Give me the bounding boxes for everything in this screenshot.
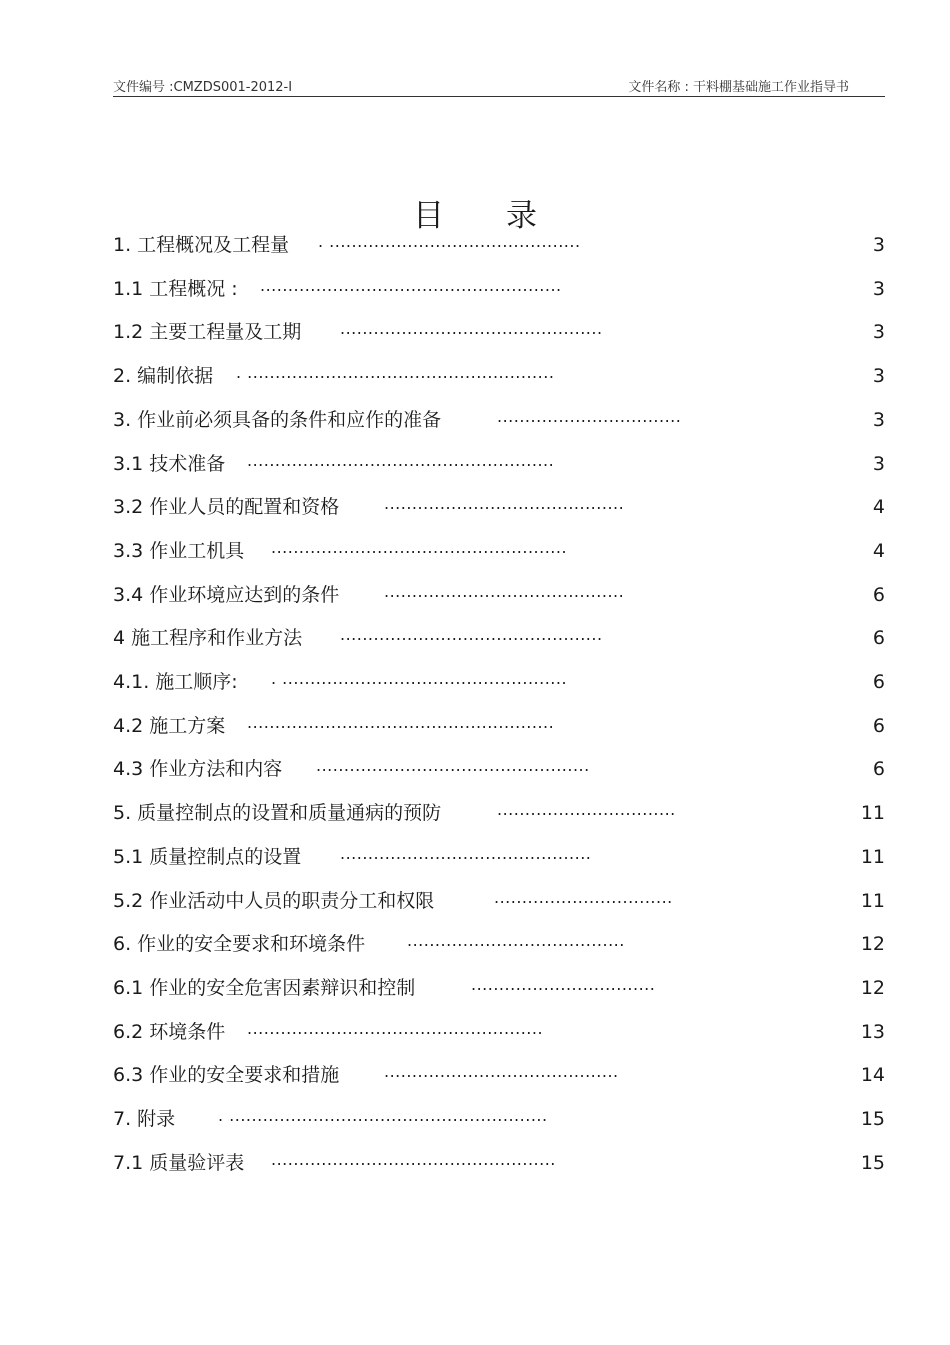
toc-entry-page-number: 3 <box>872 278 885 300</box>
toc-entry-label: 6.2 环境条件 <box>113 1021 226 1043</box>
document-number: 文件编号 :CMZDS001-2012-I <box>113 80 293 95</box>
toc-entry[interactable] <box>113 449 885 479</box>
toc-entry-label: 3.4 作业环境应达到的条件 <box>113 584 340 606</box>
toc-entry-dot-leader: ................................ <box>494 888 673 907</box>
toc-entry-label: 4.1. 施工顺序: <box>113 671 238 693</box>
toc-entry-dot-leader: ........................................... <box>384 582 625 601</box>
toc-entry-dot-leader: . ................................................... <box>271 669 568 688</box>
toc-entry-label: 4 施工程序和作业方法 <box>113 627 303 649</box>
toc-entry-page-number: 3 <box>872 234 885 256</box>
toc-entry-label: 5.2 作业活动中人员的职责分工和权限 <box>113 890 435 912</box>
toc-entry-label: 6. 作业的安全要求和环境条件 <box>113 933 366 955</box>
toc-entry-page-number: 6 <box>872 584 885 606</box>
toc-entry-label: 4.2 施工方案 <box>113 715 226 737</box>
toc-entry[interactable] <box>113 973 885 1003</box>
toc-entry-label: 6.1 作业的安全危害因素辩识和控制 <box>113 977 416 999</box>
toc-entry-label: 1. 工程概况及工程量 <box>113 234 290 256</box>
toc-entry-page-number: 14 <box>860 1064 885 1086</box>
toc-entry[interactable] <box>113 1060 885 1090</box>
toc-entry[interactable] <box>113 317 885 347</box>
toc-entry-page-number: 3 <box>872 321 885 343</box>
toc-entry-label: 5. 质量控制点的设置和质量通病的预防 <box>113 802 442 824</box>
toc-entry-dot-leader: ........................................... <box>384 494 625 513</box>
toc-entry-page-number: 4 <box>872 496 885 518</box>
toc-entry-page-number: 11 <box>860 890 885 912</box>
toc-entry[interactable] <box>113 536 885 566</box>
toc-entry-label: 3.3 作业工机具 <box>113 540 245 562</box>
toc-entry-dot-leader: ............................................... <box>340 319 603 338</box>
toc-entry[interactable] <box>113 798 885 828</box>
toc-entry[interactable] <box>113 405 885 435</box>
toc-entry-page-number: 12 <box>860 933 885 955</box>
toc-entry-page-number: 4 <box>872 540 885 562</box>
toc-entry-page-number: 6 <box>872 758 885 780</box>
toc-entry-label: 2. 编制依据 <box>113 365 214 387</box>
toc-entry-label: 7.1 质量验评表 <box>113 1152 245 1174</box>
toc-entry-page-number: 6 <box>872 671 885 693</box>
toc-entry-dot-leader: . ....................................................... <box>236 363 555 382</box>
toc-entry-label: 3.2 作业人员的配置和资格 <box>113 496 340 518</box>
toc-entry-label: 7. 附录 <box>113 1108 176 1130</box>
toc-entry-label: 3. 作业前必须具备的条件和应作的准备 <box>113 409 442 431</box>
toc-entry[interactable] <box>113 886 885 916</box>
toc-entry-dot-leader: ................................................... <box>271 1150 556 1169</box>
page-header <box>113 76 885 97</box>
toc-entry-label: 1.2 主要工程量及工期 <box>113 321 302 343</box>
toc-entry-page-number: 11 <box>860 846 885 868</box>
toc-entry-page-number: 11 <box>860 802 885 824</box>
toc-entry-dot-leader: ....................................................... <box>247 713 555 732</box>
document-name: 文件名称 : 干料棚基础施工作业指导书 <box>628 80 849 95</box>
toc-entry[interactable] <box>113 929 885 959</box>
toc-entry[interactable] <box>113 1017 885 1047</box>
toc-entry-dot-leader: ............................................. <box>340 844 592 863</box>
toc-entry-dot-leader: ...................................................... <box>260 276 562 295</box>
toc-entry[interactable] <box>113 274 885 304</box>
toc-entry-label: 3.1 技术准备 <box>113 453 226 475</box>
toc-title: 目录 <box>413 198 599 234</box>
toc-entry-page-number: 3 <box>872 409 885 431</box>
toc-entry[interactable] <box>113 1104 885 1134</box>
toc-entry-page-number: 3 <box>872 365 885 387</box>
toc-entry[interactable] <box>113 667 885 697</box>
toc-entry[interactable] <box>113 711 885 741</box>
toc-entry-page-number: 6 <box>872 715 885 737</box>
toc-entry-dot-leader: ............................................... <box>340 625 603 644</box>
toc-entry-dot-leader: . ............................................. <box>318 232 581 251</box>
toc-entry[interactable] <box>113 623 885 653</box>
toc-entry[interactable] <box>113 1148 885 1178</box>
toc-entry-dot-leader: ................................ <box>497 800 676 819</box>
toc-entry-page-number: 6 <box>872 627 885 649</box>
toc-entry-label: 6.3 作业的安全要求和措施 <box>113 1064 340 1086</box>
toc-entry[interactable] <box>113 230 885 260</box>
toc-entry-dot-leader: . ......................................................... <box>218 1106 548 1125</box>
toc-entry-dot-leader: ................................. <box>471 975 656 994</box>
toc-entry-page-number: 12 <box>860 977 885 999</box>
toc-entry[interactable] <box>113 580 885 610</box>
toc-entry-dot-leader: .......................................... <box>384 1062 619 1081</box>
toc-entry-label: 1.1 工程概况 : <box>113 278 238 300</box>
toc-entry-page-number: 15 <box>860 1108 885 1130</box>
toc-entry-label: 4.3 作业方法和内容 <box>113 758 283 780</box>
toc-entry[interactable] <box>113 361 885 391</box>
toc-entry-dot-leader: ....................................... <box>407 931 625 950</box>
toc-entry-dot-leader: ..................................................... <box>271 538 568 557</box>
toc-entry[interactable] <box>113 754 885 784</box>
toc-entry-dot-leader: ....................................................... <box>247 451 555 470</box>
toc-entry[interactable] <box>113 492 885 522</box>
toc-entry-dot-leader: ................................................. <box>316 756 590 775</box>
toc-entry-page-number: 3 <box>872 453 885 475</box>
toc-entry-dot-leader: ..................................................... <box>247 1019 544 1038</box>
toc-entry[interactable] <box>113 842 885 872</box>
toc-entry-page-number: 15 <box>860 1152 885 1174</box>
toc-entry-page-number: 13 <box>860 1021 885 1043</box>
toc-entry-dot-leader: ................................. <box>497 407 682 426</box>
toc-entry-label: 5.1 质量控制点的设置 <box>113 846 302 868</box>
